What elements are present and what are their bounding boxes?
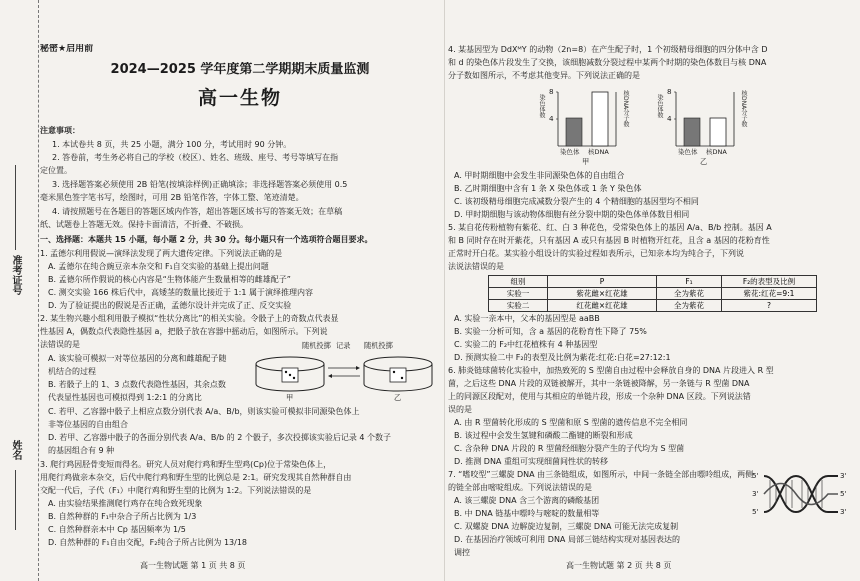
table-header: F₂的表型及比例 [722,276,817,288]
option-line: D. 甲时期细胞与该动物体细胞有丝分裂中期的染色体单体数目相同 [454,210,690,219]
table-cell: 实验一 [489,288,548,300]
page-1 [40,0,440,581]
option-line: B. 该过程中会发生氢键和磷酸二酯键的断裂和形成 [454,431,633,440]
y-axis-label: 染色体数 [538,94,545,118]
y-tick-label: 4 [549,114,554,123]
option-line: D. 推测 DNA 重组可实现细菌间性状的转移 [454,457,608,466]
x-category-label: 核DNA [588,148,609,156]
y-tick-label: 8 [549,87,554,96]
chart-caption: 乙 [700,157,708,166]
option-line: 非等位基因的自由组合 [48,420,128,429]
secret-mark: 秘密★启用前 [40,44,94,54]
question-stem: 交配一代后，子代（F₁）中爬行鸡和野生型的比例为 1:2。下列说法错误的是 [40,486,312,495]
table-header: F₁ [657,276,722,288]
option-line: B. 若骰子上的 1、3 点数代表隐性基因，其余点数 [48,380,226,389]
option-line: D. 在基因治疗领域可利用 DNA 局部三链结构实现对基因表达的 [454,535,680,544]
bar-jia-dna [592,92,608,146]
question-stem: 2. 某生物兴趣小组利用骰子模拟“性状分离比”的相关实验。令骰子上的奇数点代表显 [40,314,339,323]
option-line: C. 测交实验 166 株后代中，高矮茎的数量比接近于 1:1 属于演绎推理内容 [48,288,313,297]
notice-line: 4. 请按照题号在各题目的答题区域内作答，超出答题区域书写的答案无效；在草稿 [52,207,343,216]
binding-margin [0,0,39,581]
y-tick-label: 8 [667,87,672,96]
x-category-label: 染色体 [560,148,580,156]
strand-end-label: 3' [840,471,847,480]
strand-end-label: 5' [840,489,847,498]
name-line [15,470,16,530]
figure-label: 甲 [286,393,294,402]
bar-yi-dna [710,118,726,146]
question-stem: 误的是 [448,405,472,414]
table-cell: ? [722,300,817,312]
question-stem: 5. 某自花传粉植物有紫花、红、白 3 种花色，受常染色体上的基因 A/a、B/b 控制。基因 A [448,223,772,232]
option-line: B. 自然种群的 F₁中杂合子所占比例为 1/3 [48,512,197,521]
notice-line: 毫米黑色签字笔书写，绘图时，可用 2B 铅笔作答，字体工整、笔迹清楚。 [40,193,304,202]
figure-label: 乙 [394,393,402,402]
question-stem: 性基因 A，偶数点代表隐性基因 a，把骰子放在容器中摇动后，如图所示。下列说 [40,327,328,336]
option-line: B. 乙时期细胞中含有 1 条 X 染色体或 1 条 Y 染色体 [454,184,642,193]
exam-number-line [15,165,16,250]
dice-figure [252,340,436,404]
strand-end-label: 5' [752,471,759,480]
cross-table [488,275,817,312]
option-line: D. 预测实验二中 F₂的表型及比例为紫花:红花:白花=27:12:1 [454,353,671,362]
bar-yi-chromosome [684,118,700,146]
subject-title: 高一生物 [197,87,282,109]
table-cell: 全为紫花 [657,288,722,300]
question-stem: 法错误的是 [40,340,80,349]
table-header: 组别 [489,276,548,288]
question-stem: 法说法错误的是 [448,262,504,271]
table-header: P [548,276,657,288]
question-stem: 用爬行鸡做亲本杂交，后代中爬行鸡和野生型的比例总是 2:1。研究发现其自然种群自由 [40,473,352,482]
option-line: C. 若甲、乙容器中骰子上相应点数分别代表 A/a、B/b，则该实验可模拟非同源染色体上 [48,407,360,416]
strand-end-label: 5' [752,507,759,516]
option-line: A. 孟德尔在纯合豌豆亲本杂交和 F₁自交实验的基础上提出问题 [48,262,269,271]
option-line: 机结合的过程 [48,367,96,376]
figure-label: 记录 [336,341,351,350]
page-footer: 高一生物试题 第 1 页 共 8 页 [140,561,246,570]
exam-title: 2024—2025 学年度第二学期期末质量监测 [110,62,370,77]
notice-line: 2. 答卷前，考生务必将自己的学校（校区）、姓名、班级、座号、考号等填写在指 [52,153,339,162]
question-stem: 上的同源区段配对，使用与其相应的单链片段，形成一个杂种 DNA 区段。下列说法错 [448,392,751,401]
option-line: D. 自然种群的 F₁自由交配，F₂纯合子所占比例为 13/18 [48,538,248,547]
strand-end-label: 3' [840,507,847,516]
question-stem: 3. 爬行鸡因胫骨变短而得名。研究人员对爬行鸡和野生型鸡(Cp)位于常染色体上， [40,460,332,469]
option-line: A. 该实验可模拟一对等位基因的分离和雌雄配子随 [48,354,227,363]
option-line: B. 孟德尔所作假说的核心内容是“生物体能产生数量相等的雌雄配子” [48,275,291,284]
option-line: A. 实验一亲本中，父本的基因型是 aaBB [454,314,600,323]
option-line: A. 由 R 型菌转化形成的 S 型菌和原 S 型菌的遗传信息不完全相同 [454,418,688,427]
table-cell: 红花雌×红花雄 [548,300,657,312]
option-line: B. 实验一分析可知，含 a 基因的花粉育性下降了 75% [454,327,647,336]
option-line: B. 中 DNA 链基中嘌呤与嘧啶的数量相等 [454,509,600,518]
question-stem: 分子数如图所示，不考虑其他变异。下列说法正确的是 [448,71,640,80]
question-stem: 和 d 的染色体片段发生了交换，该细胞减数分裂过程中某两个时期的染色体数目与核 DNA [448,58,767,67]
notice-line: 3. 选择题答案必须使用 2B 铅笔(按填涂样例)正确填涂；非选择题答案必须使用 0.5 [52,180,348,189]
y-axis-label: 核DNA分子数 [622,90,629,128]
notice-line: 定位置。 [40,166,72,175]
y-axis-label: 染色体数 [656,94,663,118]
question-stem: 和 B 同时存在时开紫花，只有基因 A 或只有基因 B 时植物开红花，且含 a 基因的花粉育性 [448,236,770,245]
table-header-row [489,276,817,288]
strand-end-label: 3' [752,489,759,498]
option-line: A. 由实验结果推测爬行鸡存在纯合致死现象 [48,499,203,508]
y-tick-label: 4 [667,114,672,123]
option-line: 调控 [454,548,470,557]
option-line: C. 双螺旋 DNA 边解旋边复制，三螺旋 DNA 可能无法完成复制 [454,522,679,531]
page-divider [444,0,445,581]
question-stem: 正常时开白花。某实验小组设计的实验过程如表所示，已知亲本均为纯合子，下列说 [448,249,744,258]
name-label: 姓名 [10,440,21,460]
option-line: 的基因组合有 9 种 [48,446,115,455]
chromosome-dna-charts [536,84,766,168]
question-stem: 1. 孟德尔利用假说—演绎法发现了两大遗传定律。下列说法正确的是 [40,249,283,258]
table-cell: 实验二 [489,300,548,312]
option-line: A. 甲时期细胞中会发生非同源染色体的自由组合 [454,171,625,180]
option-line: D. 若甲、乙容器中骰子的各面分别代表 A/a、B/b 的 2 个骰子，多次投掷该实验后记录 4 个数子 [48,433,392,442]
question-stem: 的链全部由嘧啶组成。下列说法错误的是 [448,483,592,492]
figure-label: 随机投掷 [302,341,331,350]
table-cell: 紫花:红花=9:1 [722,288,817,300]
page-footer: 高一生物试题 第 2 页 共 8 页 [566,561,672,570]
table-cell: 全为紫花 [657,300,722,312]
option-line: D. 为了验证提出的假说是否正确，孟德尔设计并完成了正、反交实验 [48,301,292,310]
exam-number-label: 准考证号 [10,255,21,295]
triple-helix-figure [752,470,848,520]
x-category-label: 核DNA [706,148,727,156]
notice-heading: 注意事项： [40,126,80,135]
chart-caption: 甲 [582,157,590,166]
option-line: A. 该三螺旋 DNA 含三个游离的磷酸基团 [454,496,600,505]
table-cell: 紫花雌×红花雄 [548,288,657,300]
figure-label: 随机投掷 [364,341,393,350]
question-stem: 菌，之后这些 DNA 片段的双链被解开，其中一条链被降解，另一条链与 R 型菌 DNA [448,379,750,388]
page-2 [448,0,852,581]
option-line: C. 含杂种 DNA 片段的 R 型菌经细胞分裂产生的子代均为 S 型菌 [454,444,685,453]
option-line: 代表显性基因也可模拟得到 1:2:1 的分离比 [48,393,202,402]
x-category-label: 染色体 [678,148,698,156]
question-stem: 6. 肺炎链球菌转化实验中，加热致死的 S 型菌自由过程中会释放自身的 DNA 片段进入 R 型 [448,366,774,375]
section-heading: 一、选择题：本题共 15 小题，每小题 2 分，共 30 分。每小题只有一个选项符合题目要求。 [40,235,373,244]
option-line: C. 自然种群亲本中 Cp 基因频率为 1/5 [48,525,186,534]
notice-line: 纸、试题卷上答题无效。保持卡面清洁，不折叠、不破损。 [40,220,248,229]
table-row [489,300,817,312]
bar-jia-chromosome [566,118,582,146]
option-line: C. 实验二的 F₂中红花植株有 4 种基因型 [454,340,598,349]
option-line: C. 该初级精母细胞完成减数分裂产生的 4 个精细胞的基因型均不相同 [454,197,699,206]
question-stem: 4. 某基因型为 DdXᴹY 的动物（2n=8）在产生配子时，1 个初级精母细胞的四分体中含 D [448,45,768,54]
table-row [489,288,817,300]
question-stem: 7. “嗜咬型”三螺旋 DNA 由三条链组成，如图所示，中间一条链全部由嘌呤组成，两侧 [448,470,754,479]
notice-line: 1. 本试卷共 8 页，共 25 小题，满分 100 分，考试用时 90 分钟。 [52,140,292,149]
y-axis-label: 核DNA分子数 [740,90,747,128]
triple-helix-svg [752,470,848,520]
